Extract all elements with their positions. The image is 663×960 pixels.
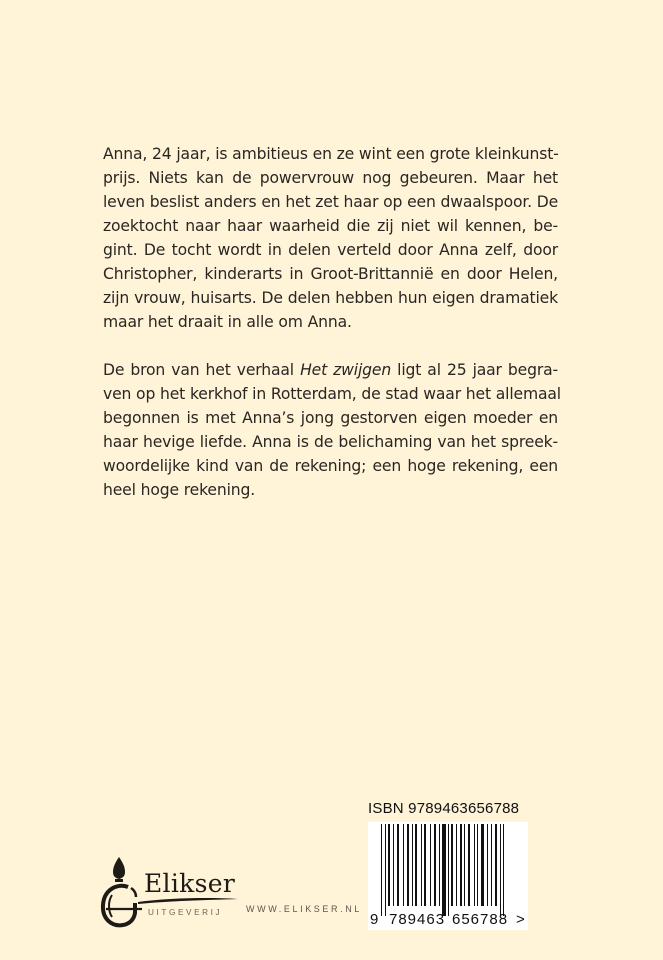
- barcode-bar: [388, 824, 390, 906]
- barcode-bar: [503, 824, 504, 916]
- barcode-bar: [430, 824, 431, 906]
- publisher-name: Elikser: [144, 869, 236, 898]
- barcode-bar: [397, 824, 398, 906]
- blurb-line: gint. De tocht wordt in delen verteld door Anna zelf, door: [103, 241, 558, 259]
- blurb-line: zoektocht naar haar waarheid die zij niet wil kennen, be-: [103, 217, 558, 235]
- publisher-website: WWW.ELIKSER.NL: [246, 904, 362, 914]
- isbn-barcode: [368, 822, 528, 930]
- barcode-bar: [456, 824, 457, 906]
- book-title: Het zwijgen: [300, 361, 392, 379]
- blurb-paragraph-2: [103, 358, 561, 502]
- barcode-bar: [474, 824, 475, 906]
- blurb-text: De bron van het verhaal: [103, 361, 301, 379]
- barcode-bar: [500, 824, 501, 916]
- blurb-text: ligt al 25 jaar begra-: [391, 361, 558, 379]
- blurb-line: begonnen is met Anna’s jong gestorven eigen moeder en: [103, 409, 558, 427]
- barcode-bar: [460, 824, 462, 906]
- barcode-bar: [421, 824, 422, 906]
- publisher-logo: [98, 855, 238, 930]
- blurb-paragraph-1: [103, 142, 558, 334]
- back-cover-blurb: [103, 142, 561, 526]
- swoosh-underline: [138, 897, 238, 905]
- blurb-line: heel hoge rekening.: [103, 481, 256, 499]
- blurb-line: prijs. Niets kan de powervrouw nog gebeuren. Maar het: [103, 169, 558, 187]
- barcode-bar: [403, 824, 404, 906]
- barcode-bar: [424, 824, 425, 906]
- blurb-line: haar hevige liefde. Anna is de belichaming van het spreek-: [103, 433, 558, 451]
- barcode-bar: [464, 824, 465, 906]
- blurb-line: ven op het kerkhof in Rotterdam, de stad waar het allemaal: [103, 385, 561, 403]
- blurb-line: Anna, 24 jaar, is ambitieus en ze wint een grote kleinkunst-: [103, 145, 559, 163]
- barcode-bar: [451, 824, 452, 906]
- barcode-bar: [439, 824, 440, 906]
- barcode-bar: [495, 824, 497, 906]
- barcode-bar: [481, 824, 485, 906]
- barcode-bar: [442, 824, 446, 916]
- barcode-bar: [477, 824, 478, 906]
- barcode-bar: [381, 824, 382, 916]
- barcode-bar: [448, 824, 449, 916]
- barcode-bars: [381, 824, 513, 906]
- blurb-line: leven beslist anders en het zet haar op een dwaalspoor. De: [103, 193, 559, 211]
- blurb-line: Christopher, kinderarts in Groot-Brittannië en door Helen,: [103, 265, 558, 283]
- barcode-bar: [487, 824, 488, 906]
- blurb-line: maar het draait in alle om Anna.: [103, 313, 352, 331]
- barcode-bar: [415, 824, 417, 906]
- blurb-line: zijn vrouw, huisarts. De delen hebben hun eigen dramatiek: [103, 289, 558, 307]
- isbn-label: ISBN 9789463656788: [368, 800, 520, 817]
- barcode-digit-first: 9: [370, 911, 379, 928]
- barcode-quiet-zone-marker: >: [516, 911, 525, 928]
- barcode-bar: [468, 824, 470, 906]
- barcode-bar: [385, 824, 386, 916]
- blurb-line: [103, 358, 558, 382]
- barcode-bar: [412, 824, 413, 906]
- blurb-line: woordelijke kind van de rekening; een hoge rekening, een: [103, 457, 558, 475]
- barcode-digit-group-1: 789463: [389, 911, 446, 928]
- barcode-bar: [491, 824, 492, 906]
- barcode-bar: [407, 824, 409, 906]
- publisher-imprint: UITGEVERIJ: [148, 908, 223, 917]
- barcode-bar: [434, 824, 436, 906]
- barcode-bar: [393, 824, 394, 906]
- barcode-digit-group-2: 656788: [452, 911, 509, 928]
